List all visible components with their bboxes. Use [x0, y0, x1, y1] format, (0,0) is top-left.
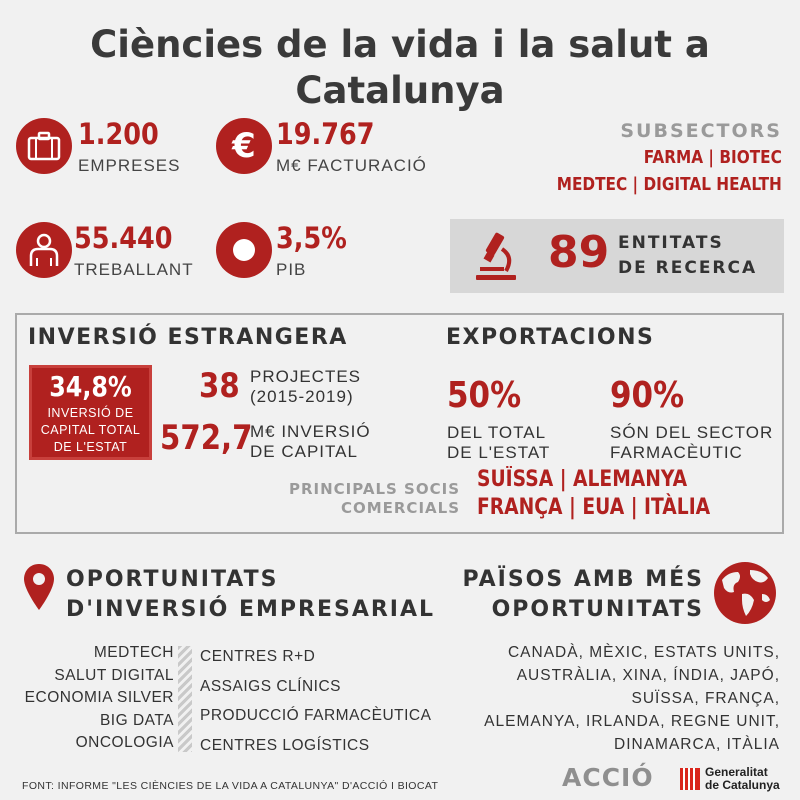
research-label-line-2: DE RECERCA — [618, 258, 758, 278]
subsectors-heading: SUBSECTORS — [620, 120, 782, 142]
opportunities-heading-line-1: OPORTUNITATS — [66, 567, 279, 592]
countries-line: CANADÀ, MÈXIC, ESTATS UNITS, — [507, 644, 780, 661]
list-item: PRODUCCIÓ FARMACÈUTICA — [200, 707, 432, 724]
countries-line: DINAMARCA, ITÀLIA — [614, 736, 780, 753]
investment-share-line-2: CAPITAL TOTAL — [40, 423, 141, 437]
investment-share-box — [29, 365, 152, 460]
capital-value: 572,7 — [160, 418, 253, 458]
subsectors-block — [517, 118, 782, 198]
investment-share-line-1: INVERSIÓ DE — [47, 406, 134, 420]
projects-label — [250, 367, 361, 407]
workers-label: TREBALLANT — [74, 260, 194, 279]
capital-label-line-1: M€ INVERSIÓ — [250, 422, 371, 441]
revenue-label: M€ FACTURACIÓ — [276, 156, 427, 175]
globe-icon — [712, 560, 778, 631]
research-box — [450, 219, 784, 293]
list-item: CENTRES R+D — [200, 648, 316, 665]
opportunities-right-list — [200, 642, 431, 760]
exports-pharma-line-2: FARMACÈUTIC — [610, 443, 743, 462]
euro-icon: € — [216, 118, 272, 174]
generalitat-emblem-icon — [680, 768, 700, 790]
research-label — [618, 231, 757, 281]
exports-state-line-1: DEL TOTAL — [447, 423, 547, 442]
exports-pharma-line-1: SÓN DEL SECTOR — [610, 423, 774, 442]
partners-heading-line-2: COMERCIALS — [340, 499, 460, 517]
gdp-label: PIB — [276, 260, 307, 279]
partners-heading-line-1: PRINCIPALS SOCIS — [288, 480, 460, 498]
exports-state-value: 50% — [447, 375, 522, 416]
investment-share-value: 34,8% — [49, 370, 132, 403]
generalitat-line-1: Generalitat — [705, 765, 768, 779]
opportunities-heading-line-2: D'INVERSIÓ EMPRESARIAL — [66, 597, 436, 622]
partners-line-1: SUÏSSA | ALEMANYA — [477, 467, 688, 492]
foreign-investment-heading: INVERSIÓ ESTRANGERA — [28, 325, 348, 350]
research-label-line-1: ENTITATS — [618, 233, 724, 253]
partners-line-2: FRANÇA | EUA | ITÀLIA — [477, 495, 711, 520]
countries-list — [484, 641, 780, 756]
ring-icon — [216, 222, 272, 278]
countries-heading-line-2: OPORTUNITATS — [491, 597, 704, 622]
gdp-value: 3,5% — [276, 221, 347, 255]
list-divider — [178, 646, 192, 752]
microscope-icon — [472, 231, 520, 286]
list-item: MEDTECH — [93, 644, 174, 661]
subsectors-line-1: FARMA | BIOTEC — [643, 147, 782, 168]
list-item: CENTRES LOGÍSTICS — [200, 736, 370, 754]
research-number: 89 — [548, 227, 610, 278]
countries-line: AUSTRÀLIA, XINA, ÍNDIA, JAPÓ, — [516, 667, 780, 684]
list-item: BIG DATA — [99, 711, 174, 729]
companies-value: 1.200 — [78, 117, 159, 151]
revenue-value: 19.767 — [276, 117, 375, 151]
accio-logo: ACCIÓ — [562, 763, 654, 792]
list-item: ASSAIGS CLÍNICS — [200, 677, 342, 695]
briefcase-icon — [16, 118, 72, 174]
list-item: SALUT DIGITAL — [54, 666, 174, 684]
exports-pharma-label — [610, 423, 773, 463]
location-pin-icon — [22, 562, 56, 619]
partners-heading — [289, 480, 460, 518]
countries-heading — [463, 565, 704, 625]
title-line-2: Catalunya — [295, 69, 505, 112]
projects-value: 38 — [199, 366, 240, 406]
capital-label — [250, 422, 371, 462]
partners-list — [477, 466, 710, 522]
exports-state-line-2: DE L'ESTAT — [447, 443, 551, 462]
subsectors-line-2: MEDTEC | DIGITAL HEALTH — [556, 174, 782, 195]
projects-label-line-2: (2015-2019) — [250, 387, 354, 406]
person-icon — [16, 222, 72, 278]
opportunities-heading — [66, 565, 435, 625]
exports-pharma-value: 90% — [610, 375, 685, 416]
exports-heading: EXPORTACIONS — [446, 325, 655, 350]
generalitat-line-2: de Catalunya — [705, 778, 780, 792]
capital-label-line-2: DE CAPITAL — [250, 442, 358, 461]
countries-line: ALEMANYA, IRLANDA, REGNE UNIT, — [484, 713, 780, 730]
source-note: FONT: INFORME "LES CIÈNCIES DE LA VIDA A CATALUNYA" D'ACCIÓ I BIOCAT — [22, 780, 439, 792]
workers-value: 55.440 — [74, 221, 173, 255]
opportunities-left-list — [25, 642, 174, 755]
countries-heading-line-1: PAÏSOS AMB MÉS — [462, 567, 704, 592]
page-title — [0, 22, 800, 114]
list-item: ECONOMIA SILVER — [24, 689, 174, 706]
projects-label-line-1: PROJECTES — [250, 367, 362, 386]
title-line-1: Ciències de la vida i la salut a — [90, 23, 710, 66]
investment-share-line-3: DE L'ESTAT — [53, 440, 128, 454]
list-item: ONCOLOGIA — [75, 734, 174, 751]
countries-line: SUÏSSA, FRANÇA, — [631, 690, 780, 707]
exports-state-label — [447, 423, 550, 463]
generalitat-logo — [680, 766, 780, 792]
companies-label: EMPRESES — [78, 156, 181, 175]
